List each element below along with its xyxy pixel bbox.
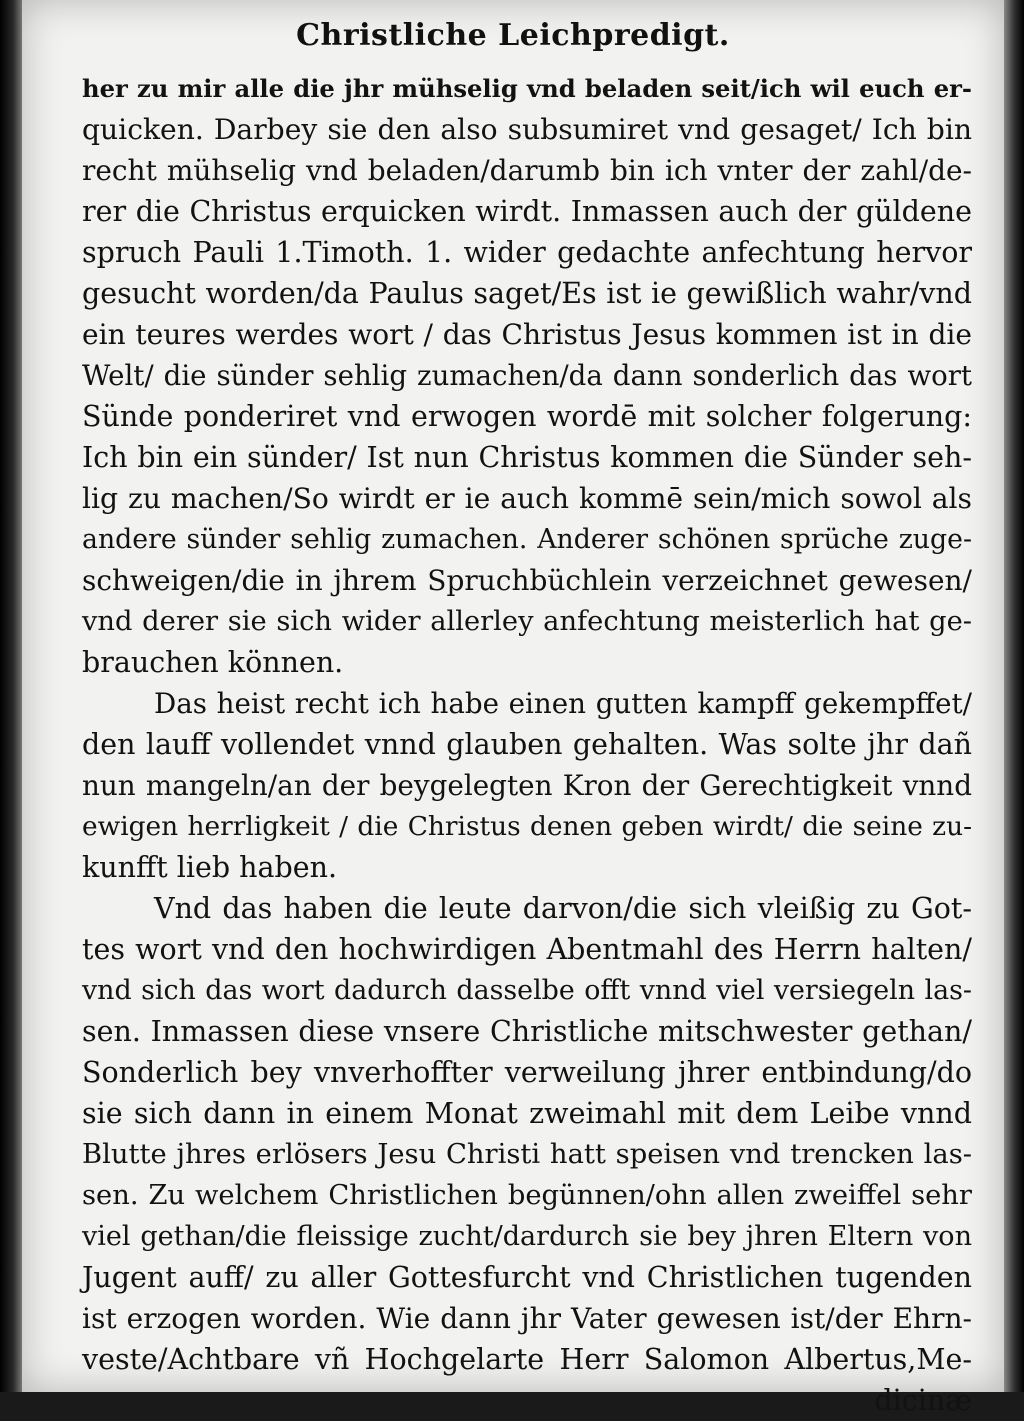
text-line: Das heist recht ich habe einen gutten kampff gekempffet/	[154, 687, 972, 720]
text-line: andere sünder sehlig zumachen. Anderer schönen sprüche zuge-	[82, 524, 972, 555]
text-line: dicinæ	[874, 1384, 972, 1417]
page-body-text	[82, 68, 972, 1421]
text-line: recht mühselig vnd beladen/darumb bin ich vnter der zahl/de-	[82, 154, 972, 187]
text-line: sie sich dann in einem Monat zweimahl mit dem Leibe vnnd	[82, 1097, 972, 1130]
running-header: Christliche Leichpredigt.	[296, 18, 730, 53]
text-line: sen. Inmassen diese vnsere Christliche mitschwester gethan/	[82, 1015, 972, 1048]
text-line: ewigen herrligkeit / die Christus denen geben wirdt/ die seine zu-	[82, 811, 972, 842]
text-line: Welt/ die sünder sehlig zumachen/da dann sonderlich das wort	[82, 359, 972, 392]
page-edge-right	[1004, 0, 1024, 1392]
text-line: schweigen/die in jhrem Spruchbüchlein verzeichnet gewesen/	[82, 564, 972, 597]
text-line: vnd sich das wort dadurch dasselbe offt vnnd viel versiegeln las-	[82, 975, 972, 1006]
text-line: Ich bin ein sünder/ Ist nun Christus kommen die Sünder seh-	[82, 441, 972, 474]
text-line: gesucht worden/da Paulus saget/Es ist ie gewißlich wahr/vnd	[82, 277, 972, 310]
text-line: Sünde ponderiret vnd erwogen wordē mit solcher folgerung:	[82, 400, 972, 433]
text-line: lig zu machen/So wirdt er ie auch kommē sein/mich sowol als	[82, 482, 972, 515]
text-line: ist erzogen worden. Wie dann jhr Vater gewesen ist/der Ehrn-	[82, 1302, 972, 1335]
text-line: viel gethan/die fleissige zucht/dardurch sie bey jhren Eltern von	[82, 1221, 972, 1252]
text-line: Vnd das haben die leute darvon/die sich vleißig zu Got-	[154, 892, 972, 925]
text-line: nun mangeln/an der beygelegten Kron der Gerechtigkeit vnnd	[82, 769, 972, 802]
text-line: den lauff vollendet vnnd glauben gehalten. Was solte jhr dañ	[82, 728, 972, 761]
page-edge-left	[0, 0, 22, 1392]
text-line: quicken. Darbey sie den also subsumiret vnd gesaget/ Ich bin	[82, 113, 972, 146]
text-line: Sonderlich bey vnverhoffter verweilung jhrer entbindung/do	[82, 1056, 972, 1089]
text-line: spruch Pauli 1.Timoth. 1. wider gedachte anfechtung hervor	[82, 236, 972, 269]
text-line: vnd derer sie sich wider allerley anfechtung meisterlich hat ge-	[82, 606, 972, 637]
text-line: kunfft lieb haben.	[82, 851, 338, 884]
book-page	[22, 0, 1004, 1417]
text-line: sen. Zu welchem Christlichen begünnen/ohn allen zweiffel sehr	[82, 1180, 972, 1211]
text-line: rer die Christus erquicken wirdt. Inmassen auch der güldene	[82, 195, 972, 228]
text-line: veste/Achtbare vñ Hochgelarte Herr Salomon Albertus,Me-	[82, 1343, 972, 1376]
text-line: tes wort vnd den hochwirdigen Abentmahl des Herrn halten/	[82, 933, 972, 966]
text-line: her zu mir alle die jhr mühselig vnd beladen seit/ich wil euch er-	[82, 74, 972, 103]
text-line: brauchen können.	[82, 646, 344, 679]
text-line: Jugent auff/ zu aller Gottesfurcht vnd Christlichen tugenden	[82, 1261, 972, 1294]
text-line: Blutte jhres erlösers Jesu Christi hatt speisen vnd trencken las-	[82, 1139, 972, 1170]
text-line: ein teures werdes wort / das Christus Jesus kommen ist in die	[82, 318, 972, 351]
